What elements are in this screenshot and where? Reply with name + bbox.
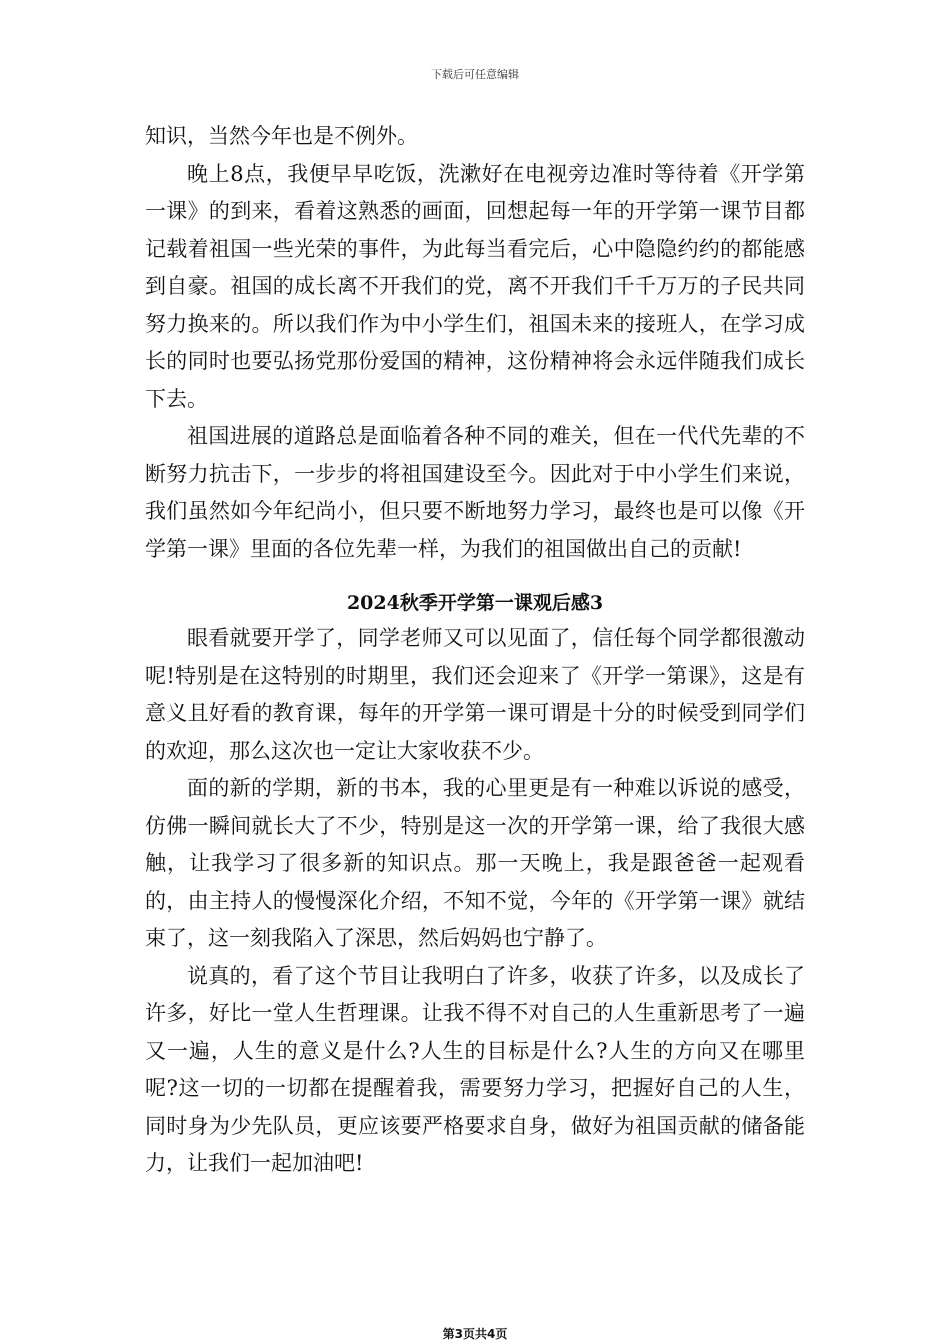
document-body: [145, 118, 805, 1183]
page-header: 下载后可任意编辑: [431, 68, 519, 81]
paragraph: 祖国进展的道路总是面临着各种不同的难关，但在一代代先辈的不断努力抗击下，一步步的将祖国建设至今。因此对于中小学生们来说，我们虽然如今年纪尚小，但只要不断地努力学习，最终也是可以像《开学第一课》里面的各位先辈一样，为我们的祖国做出自己的贡献!: [145, 424, 805, 561]
section-title: 2024秋季开学第一课观后感3: [346, 592, 604, 614]
paragraph: 晚上8点，我便早早吃饭，洗漱好在电视旁边准时等待着《开学第一课》的到来，看着这熟悉的画面，回想起每一年的开学第一课节目都记载着祖国一些光荣的事件，为此每当看完后，心中隐隐约约的都能感到自豪。祖国的成长离不开我们的党，离不开我们千千万万的子民共同努力换来的。所以我们作为中小学生们，祖国未来的接班人，在学习成长的同时也要弘扬党那份爱国的精神，这份精神将会永远伴随我们成长下去。: [145, 161, 805, 411]
paragraph-continuation: 知识，当然今年也是不例外。: [145, 124, 418, 148]
paragraph: 说真的，看了这个节目让我明白了许多，收获了许多，以及成长了许多，好比一堂人生哲理课。让我不得不对自己的人生重新思考了一遍又一遍，人生的意义是什么?人生的目标是什么?人生的方向又在哪里呢?这一切的一切都在提醒着我，需要努力学习，把握好自己的人生，同时身为少先队员，更应该要严格要求自身，做好为祖国贡献的储备能力，让我们一起加油吧!: [145, 963, 805, 1175]
page-number: 第3页共4页: [442, 1327, 508, 1341]
paragraph: 面的新的学期，新的书本，我的心里更是有一种难以诉说的感受，仿佛一瞬间就长大了不少，特别是这一次的开学第一课，给了我很大感触，让我学习了很多新的知识点。那一天晚上，我是跟爸爸一起观看的，由主持人的慢慢深化介绍，不知不觉，今年的《开学第一课》就结束了，这一刻我陷入了深思，然后妈妈也宁静了。: [145, 776, 805, 950]
paragraph: 眼看就要开学了，同学老师又可以见面了，信任每个同学都很激动呢!特别是在这特别的时期里，我们还会迎来了《开学一第课》，这是有意义且好看的教育课，每年的开学第一课可谓是十分的时候受到同学们的欢迎，那么这次也一定让大家收获不少。: [145, 626, 805, 763]
